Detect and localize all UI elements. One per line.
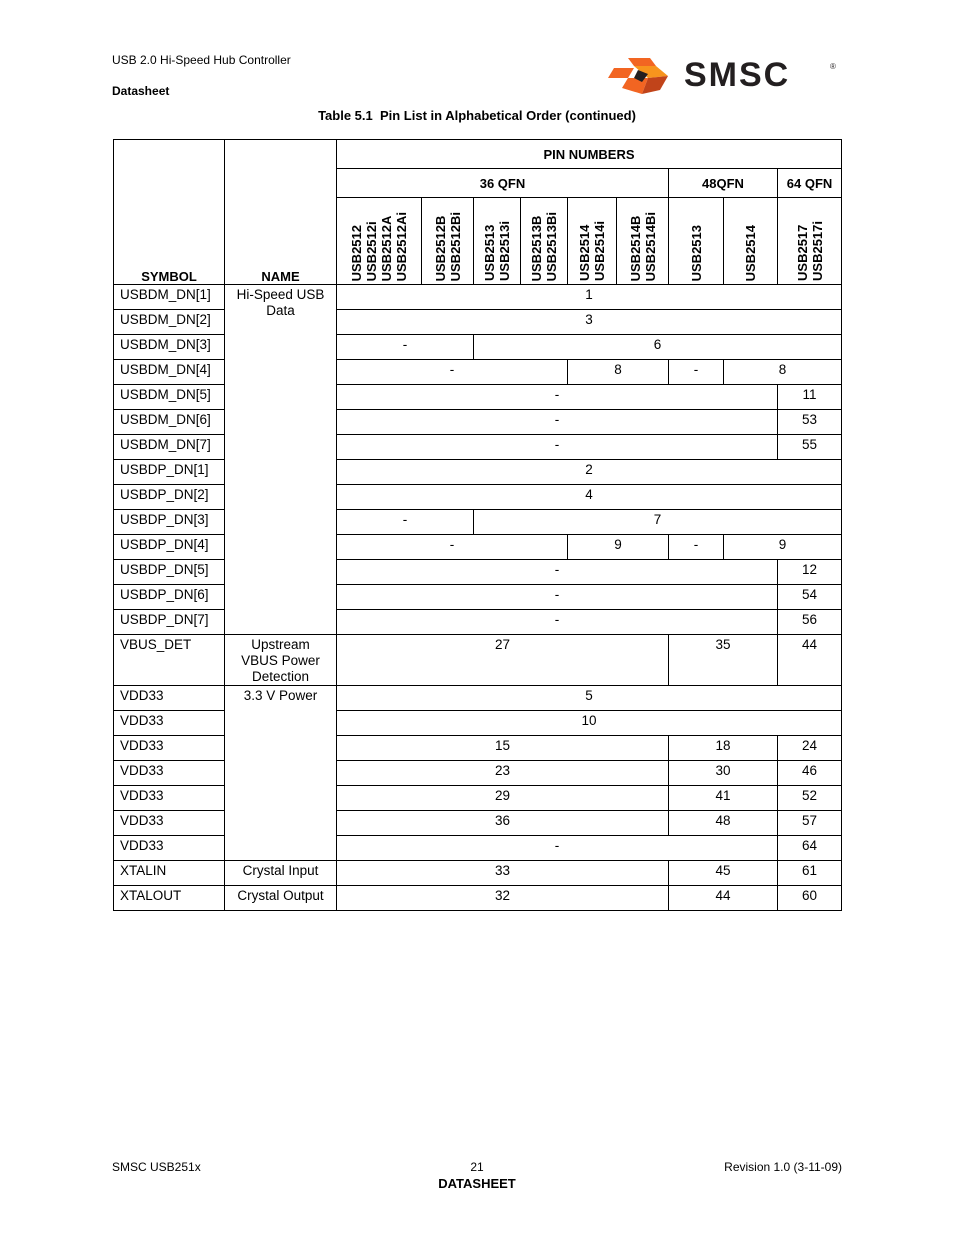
pin-number-cell: 4 <box>337 485 842 510</box>
pin-number-cell: 9 <box>568 535 669 560</box>
part-number: USB2512A <box>379 215 394 281</box>
pin-number-cell: 32 <box>337 886 669 911</box>
part-number: USB2512Bi <box>447 211 463 281</box>
symbol-cell: USBDP_DN[3] <box>114 510 225 535</box>
part-number: USB2514B <box>627 215 643 281</box>
table-row <box>114 385 842 410</box>
pin-number-cell: - <box>337 585 778 610</box>
symbol-cell: XTALOUT <box>114 886 225 911</box>
part-header-5 <box>617 198 669 285</box>
symbol-cell: VDD33 <box>114 811 225 836</box>
logo-registered-mark: ® <box>830 62 836 71</box>
symbol-cell: VDD33 <box>114 736 225 761</box>
part-header-label <box>433 212 463 281</box>
group-header-48qfn: 48QFN <box>669 169 778 198</box>
pin-number-cell: 8 <box>724 360 842 385</box>
part-header-label <box>795 221 825 281</box>
name-cell <box>225 861 337 886</box>
part-header-label <box>628 212 658 281</box>
part-number: USB2517 <box>794 224 810 281</box>
pin-number-cell: 60 <box>778 886 842 911</box>
table-row <box>114 811 842 836</box>
pin-number-cell: - <box>337 435 778 460</box>
table-row <box>114 410 842 435</box>
symbol-cell: USBDP_DN[6] <box>114 585 225 610</box>
name-column-header: NAME <box>225 140 337 285</box>
group-header-64qfn: 64 QFN <box>778 169 842 198</box>
logo-mark-icon <box>608 58 668 94</box>
pin-number-cell: 6 <box>474 335 842 360</box>
symbol-cell: USBDM_DN[5] <box>114 385 225 410</box>
pin-number-cell: 30 <box>669 761 778 786</box>
pin-number-cell: 9 <box>724 535 842 560</box>
pin-number-cell: - <box>337 510 474 535</box>
pin-number-cell: 29 <box>337 786 669 811</box>
footer-revision: Revision 1.0 (3-11-09) <box>724 1160 842 1174</box>
table-row <box>114 485 842 510</box>
footer-page-number: 21 <box>470 1160 484 1174</box>
part-number: USB2513Bi <box>544 211 559 281</box>
pin-number-cell: 10 <box>337 711 842 736</box>
part-header-label <box>689 225 704 281</box>
table-row <box>114 836 842 861</box>
pin-number-cell: - <box>337 535 568 560</box>
name-cell <box>225 686 337 861</box>
name-cell <box>225 635 337 686</box>
part-number: USB2512B <box>432 215 448 281</box>
pin-number-cell: 15 <box>337 736 669 761</box>
pin-number-cell: 33 <box>337 861 669 886</box>
table-row <box>114 510 842 535</box>
table-row <box>114 886 842 911</box>
pin-number-cell: 46 <box>778 761 842 786</box>
part-header-label <box>482 221 512 281</box>
name-line: 3.3 V Power <box>243 688 318 703</box>
pin-number-cell: - <box>337 560 778 585</box>
pin-number-cell: - <box>337 360 568 385</box>
document-title: USB 2.0 Hi-Speed Hub Controller <box>112 53 291 67</box>
symbol-cell: VBUS_DET <box>114 635 225 686</box>
part-header-1 <box>422 198 474 285</box>
pin-number-cell: - <box>337 385 778 410</box>
footer-product: SMSC USB251x <box>112 1160 201 1174</box>
part-number: USB2512Ai <box>394 211 409 281</box>
symbol-cell: USBDP_DN[4] <box>114 535 225 560</box>
pin-number-cell: - <box>337 335 474 360</box>
part-number: USB2517i <box>809 221 825 281</box>
smsc-logo <box>608 54 840 98</box>
pin-number-cell: 24 <box>778 736 842 761</box>
symbol-cell: USBDM_DN[3] <box>114 335 225 360</box>
table-row <box>114 686 842 711</box>
table-row <box>114 736 842 761</box>
table-row <box>114 285 842 310</box>
pin-number-cell: - <box>337 610 778 635</box>
pin-list-table <box>113 139 842 911</box>
symbol-column-header: SYMBOL <box>114 140 225 285</box>
pin-number-cell: 54 <box>778 585 842 610</box>
symbol-cell: USBDM_DN[7] <box>114 435 225 460</box>
pin-number-cell: 61 <box>778 861 842 886</box>
part-number: USB2513 <box>482 224 497 281</box>
symbol-cell: USBDM_DN[1] <box>114 285 225 310</box>
name-line: VBUS Power <box>241 653 320 668</box>
table-row <box>114 761 842 786</box>
part-number: USB2514 <box>577 224 592 281</box>
table-row <box>114 861 842 886</box>
pin-number-cell: 57 <box>778 811 842 836</box>
table-row <box>114 635 842 686</box>
pin-number-cell: 44 <box>669 886 778 911</box>
symbol-cell: VDD33 <box>114 711 225 736</box>
document-subtitle: Datasheet <box>112 84 170 98</box>
table-row <box>114 360 842 385</box>
table-row <box>114 535 842 560</box>
pin-number-cell: 8 <box>568 360 669 385</box>
name-line: Crystal Input <box>242 863 319 878</box>
table-row <box>114 560 842 585</box>
name-cell <box>225 886 337 911</box>
pin-number-cell: 7 <box>474 510 842 535</box>
pin-number-cell: 55 <box>778 435 842 460</box>
pin-number-cell: 1 <box>337 285 842 310</box>
symbol-cell: USBDP_DN[1] <box>114 460 225 485</box>
symbol-cell: USBDP_DN[7] <box>114 610 225 635</box>
pin-number-cell: 45 <box>669 861 778 886</box>
part-header-8 <box>778 198 842 285</box>
pin-number-cell: 18 <box>669 736 778 761</box>
part-number: USB2513i <box>497 221 512 281</box>
logo-wordmark: SMSC <box>684 56 791 94</box>
pin-number-cell: 12 <box>778 560 842 585</box>
part-header-label <box>529 212 559 281</box>
table-row <box>114 711 842 736</box>
pin-number-cell: 41 <box>669 786 778 811</box>
part-number: USB2514i <box>592 221 607 281</box>
pin-number-cell: 23 <box>337 761 669 786</box>
part-number: USB2512i <box>364 221 379 281</box>
pin-number-cell: - <box>669 535 724 560</box>
name-line: Crystal Output <box>237 888 324 903</box>
table-row <box>114 610 842 635</box>
pin-number-cell: - <box>337 836 778 861</box>
part-header-label <box>743 225 758 281</box>
pin-number-cell: 5 <box>337 686 842 711</box>
name-cell <box>225 285 337 635</box>
part-header-3 <box>521 198 568 285</box>
part-header-6 <box>669 198 724 285</box>
pin-number-cell: 44 <box>778 635 842 686</box>
table-row <box>114 460 842 485</box>
part-header-2 <box>474 198 521 285</box>
part-number: USB2512 <box>349 224 364 281</box>
table-row <box>114 335 842 360</box>
symbol-cell: USBDP_DN[2] <box>114 485 225 510</box>
symbol-cell: USBDM_DN[2] <box>114 310 225 335</box>
symbol-cell: VDD33 <box>114 836 225 861</box>
pin-number-cell: - <box>337 410 778 435</box>
symbol-cell: XTALIN <box>114 861 225 886</box>
pin-numbers-header: PIN NUMBERS <box>337 140 842 169</box>
part-header-4 <box>568 198 617 285</box>
pin-number-cell: 64 <box>778 836 842 861</box>
footer-datasheet-label: DATASHEET <box>438 1176 516 1191</box>
symbol-cell: VDD33 <box>114 786 225 811</box>
pin-number-cell: 35 <box>669 635 778 686</box>
part-number: USB2514 <box>743 224 758 281</box>
part-header-label <box>577 221 607 281</box>
part-number: USB2514Bi <box>642 211 658 281</box>
symbol-cell: VDD33 <box>114 761 225 786</box>
table-caption: Table 5.1 Pin List in Alphabetical Order (continued) <box>318 108 636 123</box>
name-line: Detection <box>251 669 310 684</box>
part-number: USB2513 <box>688 224 704 281</box>
symbol-cell: USBDM_DN[4] <box>114 360 225 385</box>
table-row <box>114 435 842 460</box>
name-line: Upstream <box>251 637 310 652</box>
pin-number-cell: 36 <box>337 811 669 836</box>
part-header-7 <box>724 198 778 285</box>
table-row <box>114 786 842 811</box>
pin-number-cell: 11 <box>778 385 842 410</box>
pin-number-cell: 2 <box>337 460 842 485</box>
pin-number-cell: 53 <box>778 410 842 435</box>
symbol-cell: USBDM_DN[6] <box>114 410 225 435</box>
pin-number-cell: 48 <box>669 811 778 836</box>
part-header-label <box>349 212 409 281</box>
table-row <box>114 585 842 610</box>
pin-number-cell: 27 <box>337 635 669 686</box>
symbol-cell: VDD33 <box>114 686 225 711</box>
table-row <box>114 310 842 335</box>
pin-number-cell: - <box>669 360 724 385</box>
name-line: Data <box>266 303 295 318</box>
group-header-36qfn: 36 QFN <box>337 169 669 198</box>
part-header-0 <box>337 198 422 285</box>
pin-number-cell: 52 <box>778 786 842 811</box>
pin-number-cell: 3 <box>337 310 842 335</box>
pin-number-cell: 56 <box>778 610 842 635</box>
part-number: USB2513B <box>529 215 544 281</box>
name-line: Hi-Speed USB <box>236 287 325 302</box>
symbol-cell: USBDP_DN[5] <box>114 560 225 585</box>
